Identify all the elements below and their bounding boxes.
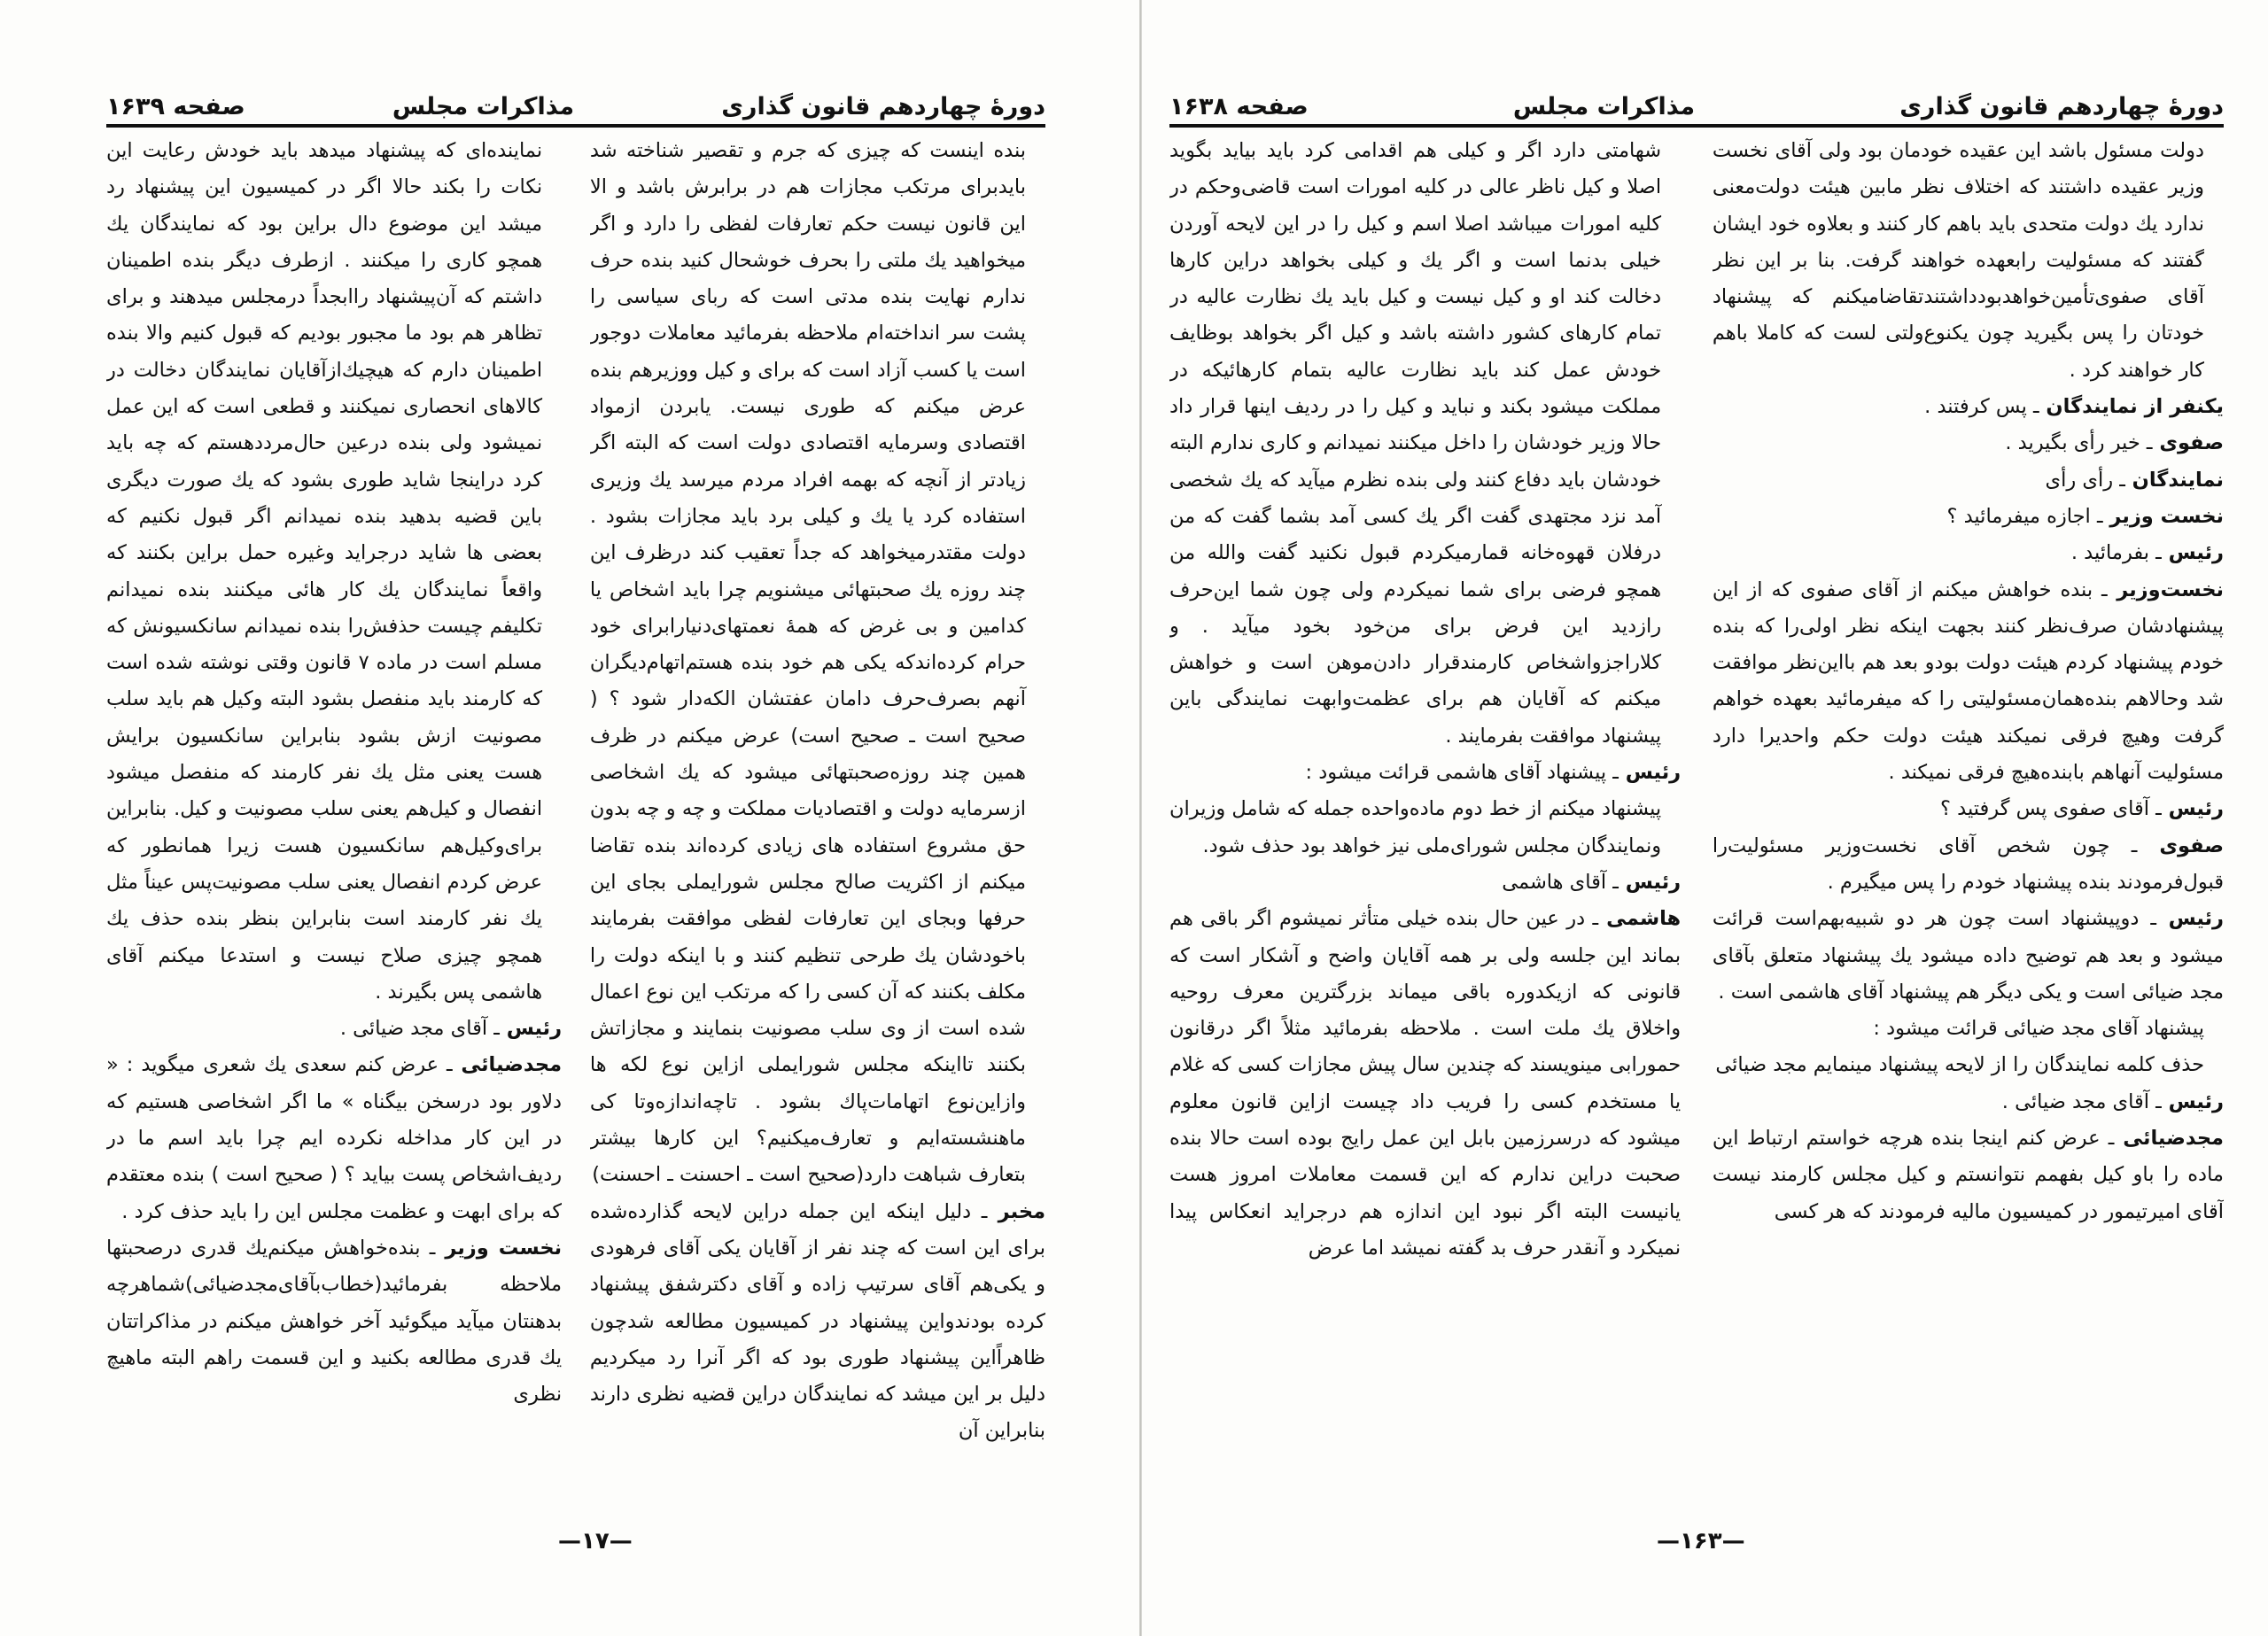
speech-text: ـ پیشنهاد آقای هاشمی قرائت میشود : bbox=[1305, 761, 1619, 785]
right-page-left-column bbox=[1169, 133, 1681, 1524]
right-header-section: مذاکرات مجلس bbox=[1512, 93, 1696, 120]
transcript-paragraph bbox=[1713, 499, 2224, 535]
transcript-paragraph bbox=[590, 133, 1045, 1194]
transcript-paragraph bbox=[106, 1230, 562, 1413]
transcript-paragraph bbox=[1713, 572, 2224, 792]
transcript-paragraph bbox=[1713, 425, 2224, 461]
transcript-paragraph bbox=[1713, 133, 2224, 389]
speech-text: ـ دوپیشنهاد است چون هر دو شبیه‌بهم‌است قرائت میشود و بعد هم توضیح داده میشود یك پیشنهاد متعلق بآقای مجد ضیائی است و یکی دیگر هم پیشنهاد آقای هاشمی است . bbox=[1712, 907, 2224, 1004]
speaker-name: نخست وزیر bbox=[2102, 504, 2224, 528]
right-header-page-label: صفحه ۱۶۳۸ bbox=[1169, 93, 1309, 120]
right-page-columns bbox=[1169, 133, 2224, 1524]
right-page-folio: —۱۶۳— bbox=[1657, 1528, 1745, 1555]
transcript-paragraph bbox=[1169, 791, 1681, 865]
left-page-left-column bbox=[106, 133, 562, 1524]
transcript-paragraph bbox=[1713, 1120, 2224, 1230]
speech-text: پیشنهاد آقای مجد ضیائی قرائت میشود : bbox=[1873, 1017, 2204, 1041]
transcript-paragraph bbox=[1713, 901, 2224, 1011]
speech-text: ـ پس کرفتند . bbox=[1924, 395, 2039, 419]
left-header-page-label: صفحه ۱۶۳۹ bbox=[106, 93, 245, 120]
transcript-paragraph bbox=[1713, 828, 2224, 902]
transcript-paragraph bbox=[1713, 389, 2224, 425]
transcript-paragraph bbox=[590, 1194, 1045, 1450]
speaker-name: یکنفر از نمایندگان bbox=[2039, 395, 2224, 419]
transcript-paragraph bbox=[1713, 1047, 2224, 1083]
transcript-paragraph bbox=[106, 133, 562, 1011]
transcript-paragraph bbox=[1713, 535, 2224, 571]
speech-text: ـ آقای مجد ضیائی . bbox=[339, 1017, 500, 1041]
speaker-name: رئیس bbox=[2155, 907, 2224, 931]
right-page-header bbox=[1169, 80, 2224, 128]
speaker-name: صفوی bbox=[2137, 834, 2224, 857]
transcript-paragraph bbox=[1713, 1084, 2224, 1120]
speech-text: ـ عرض کنم سعدی یك شعری میگوید : « دلاور بود درسخن بیگناه » ما اگر اشخاصی هستیم که در این کار مداخله نکرده ایم چرا باید اسم ما در ردیف‌اشخاص پست بیاید ؟ ( صحیح است ) بنده معتقدم که برای ابهت و عظمت مجلس این را باید حذف کرد . bbox=[106, 1053, 563, 1223]
speech-text: بنده اینست که چیزی که جرم و تقصیر شناخته شد بایدبرای مرتکب مجازات هم در برابرش باشد و الا این قانون نیست حکم تعارفات لفظی را دارد و اگر میخواهید یك ملتی را بحرف خوشحال کنید بنده حرف ندارم نهایت بنده مدتی است که ربای سیاسی را پشت سر انداخته‌ام ملاحظه بفرمائید معاملات دوجور است یا کسب آزاد است که برای و کیل ووزیرهم بنده عرض میکنم که طوری نیست. یابردن ازمواد اقتصادی وسرمایه اقتصادی دولت است که البته اگر زیادتر از آنچه که بهمه افراد مردم میرسد یك وزیری استفاده کرد یا یك و کیلی برد باید مجازات بشود . دولت مقتدرمیخواهد که جداً تعقیب کند درظرف این چند روزه یك صحبتهائی میشنویم چرا باید اشخاص یا کدامین و بی غرض که همهٔ نعمتهای‌دنیارابرای خود حرام کرده‌اندکه یکی هم خود بنده هستم‌اتهام‌دیگران آنهم بصرف‌حرف دامان عفتشان الکه‌دار شود ؟ ( صحیح است ـ صحیح است) عرض میکنم در ظرف همین چند روزه‌صحبتهائی میشود که یك اشخاصی ازسرمایه دولت و اقتصادیات مملکت و چه و چه بدون حق مشروع استفاده های زیادی کرده‌اند بنده تقاضا میکنم از اکثریت صالح مجلس شورایملی بجای این حرفها وبجای این تعارفات لفظی موافقت بفرمایند باخودشان یك طرحی تنظیم کنند و با اینکه دولت را مکلف بکنند که آن کسی را که مرتکب این نوع اعمال شده است از وی سلب مصونیت بنمایند و مجازاتش بکنند تااینکه مجلس شورایملی ازاین نوع لکه ها وازاین‌نوع اتهامات‌پاك بشود . تاچه‌اندازه‌وتا کی ماهنشسته‌ایم و تعارف‌میکنیم؟ این کارها بیشتر بتعارف شباهت دارد(صحیح است ـ احسنت ـ احسنت) bbox=[589, 139, 1026, 1187]
speech-text: ـ بفرمائید . bbox=[2070, 541, 2162, 565]
speaker-name: رئیس bbox=[2161, 1089, 2224, 1113]
speech-text: ـ در عین حال بنده خیلی متأثر نمیشوم اگر باقی هم بماند این جلسه ولی بر همه آقایان واضح و آشکار است که قانونی که ازیکدوره باقی میماند بزرگترین معرف روحیه واخلاق یك ملت است . ملاحظه بفرمائید مثلاً اگر درقانون حمورابی مینویسند که چندین سال پیش مجازات کسی که غلام یا مستخدم کسی را فریب داد چیست ازاین قانون معلوم میشود که درسرزمین بابل این عمل رایج بوده است حالا بنده صحبت دراین ندارم که این قسمت معاملات امروز هست یانیست البته اگر نبود این اندازه هم درجراید انعکاس پیدا نمیکرد و آنقدر حرف بد گفته نمیشد اما عرض bbox=[1169, 907, 1682, 1260]
speech-text: ـ چون شخص آقای نخست‌وزیر مسئولیت‌را قبول‌فرمودند بنده پیشنهاد خودم را پس میگیرم . bbox=[1712, 834, 2224, 894]
speaker-name: صفوی bbox=[2152, 431, 2224, 455]
speech-text: حذف کلمه نمایندگان را از لایحه پیشنهاد مینمایم مجد ضیائی bbox=[1715, 1053, 2204, 1077]
right-header-series: دورهٔ چهاردهم قانون گذاری bbox=[1899, 93, 2224, 120]
speech-text: ـ رأی رأی bbox=[2045, 468, 2125, 492]
speech-text: ـ بنده خواهش میکنم از آقای صفوی که از این پیشنهادشان صرف‌نظر کنند بجهت اینکه نظر اولی‌را که بنده خودم پیشنهاد کردم هیئت دولت بودو بعد هم بااین‌نظر موافقت شد وحالا‌هم بنده‌همان‌مسئولیتی را که میفرمائید بعهده خواهم گرفت وهیچ فرقی نمیکند هیئت دولت حکم واحدیرا دارد مسئولیت آنهاهم بابنده‌هیچ فرقی نمیکند . bbox=[1712, 578, 2224, 785]
speaker-name: نخست وزیر bbox=[435, 1236, 563, 1260]
speaker-name: هاشمی bbox=[1598, 907, 1682, 931]
transcript-paragraph bbox=[1169, 133, 1681, 755]
speech-text: دولت مسئول باشد این عقیده خودمان بود ولی آقای نخست وزیر عقیده داشتند که اختلاف نظر مابین هیئت دولت‌معنی ندارد یك دولت متحدی باید باهم کار کنند و بعلاوه خود ایشان گفتند که مسئولیت رابعهده خواهند گرفت. بنا بر این نظر آقای صفوی‌تأمین‌خواهدبود‌داشتند‌تقاضامیکنم که پیشنهاد خودتان را پس بگیرید چون یکنوع‌ولتی لست که کاملا باهم کار خواهند کرد . bbox=[1712, 139, 2204, 382]
transcript-paragraph bbox=[1713, 462, 2224, 499]
transcript-paragraph bbox=[1169, 901, 1681, 1267]
speech-text: ـ آقای هاشمی bbox=[1502, 870, 1619, 894]
speaker-name: رئیس bbox=[2161, 797, 2224, 821]
speech-text: ـ عرض کنم اینجا بنده هرچه خواستم ارتباط این ماده را باو کیل بفهمم نتوانستم و کیل مجلس کارمند نیست آقای امیرتیمور در کمیسیون مالیه فرمودند که هر کسی bbox=[1712, 1127, 2224, 1223]
transcript-paragraph bbox=[1169, 755, 1681, 791]
speech-text: ـ دلیل اینکه این جمله دراین لایحه گذارده‌شده برای این است که چند نفر از آقایان یکی آقای فرهودی و یکی‌هم آقای سرتیپ زاده و آقای دکترشفق پیشنهاد کرده بودندواین پیشنهاد در کمیسیون مطالعه شدچون ظاهراً‌این پیشنهاد طوری بود که اگر آنرا رد میکردیم دلیل بر این میشد که نمایندگان دراین قضیه نظری دارند بنابراین آن bbox=[589, 1199, 1045, 1443]
transcript-paragraph bbox=[106, 1047, 562, 1229]
transcript-paragraph bbox=[1713, 1011, 2224, 1047]
speaker-name: نخست‌وزیر bbox=[2107, 578, 2224, 601]
speech-text: ـ آقای مجد ضیائی . bbox=[2001, 1089, 2162, 1113]
left-header-series: دورهٔ چهاردهم قانون گذاری bbox=[721, 93, 1045, 120]
transcript-paragraph bbox=[1713, 791, 2224, 827]
left-page-folio: —۱۷— bbox=[558, 1528, 633, 1555]
speech-text: ـ آقای صفوی پس گرفتید ؟ bbox=[1940, 797, 2162, 821]
speaker-name: مخبر bbox=[987, 1199, 1045, 1223]
left-header-section: مذاکرات مجلس bbox=[392, 93, 575, 120]
speech-text: شهامتی دارد اگر و کیلی هم اقدامی کرد باید بیاید بگوید اصلا و کیل ناظر عالی در کلیه امورات است قاضی‌وحکم در کلیه امورات میباشد اصلا اسم و کیل را در این لایحه آوردن خیلی بدنما است و اگر یك و کیلی بخواهد دراین کارها دخالت کند او و کیل نیست و کیل باید یك نظارت عالیه در تمام کارهای کشور داشته باشد و کیل اگر بخواهد بوظایف خودش عمل کند باید نظارت عالیه بتمام کارهائیکه در مملکت میشود بکند و نباید و کیل را در ردیف اینها قرار داد حالا وزیر خودشان را داخل میکنند نمیدانم و کاری ندارم البته خودشان باید دفاع کنند ولی بنده نظرم میآید که یك شخصی آمد نزد مجتهدی گفت اگر یك کسی آمد بشما گفت که من درفلان قهوه‌خانه قمارمیکردم قبول نکنید گفت والله من همچو فرضی برای شما نمیکردم ولی چون شما این‌حرف رازدید این فرض برای من‌خود بخود میآید . و کلا‌راجزو‌اشخاص کارمند‌قرار دادن‌موهن است و خواهش میکنم که آقایان هم برای عظمت‌وابهت نمایندگی باین پیشنهاد موافقت بفرمایند . bbox=[1169, 139, 1662, 748]
speech-text: پیشنهاد میکنم از خط دوم ماده‌واحده جمله که شامل وزیران ونمایندگان مجلس شورای‌ملی نیز خواهد بود حذف شود. bbox=[1169, 797, 1662, 857]
speaker-name: مجدضیائی bbox=[2114, 1127, 2224, 1151]
speech-text: ـ بنده‌خواهش میکنم‌یك قدری درصحبتها ملاحظه بفرمائید(خطاب‌بآقای‌مجدضیائی)شماهرچه بدهنتان میآید میگوئید آخر خواهش میکنم در مذاکراتتان یك قدری مطالعه بکنید و این قسمت راهم البته ماهیچ نظری bbox=[106, 1236, 563, 1407]
speech-text: ـ اجازه میفرمائید ؟ bbox=[1946, 504, 2103, 528]
right-page bbox=[1143, 0, 2268, 1636]
speaker-name: مجدضیائی bbox=[452, 1053, 563, 1077]
left-page-columns bbox=[106, 133, 1045, 1524]
transcript-paragraph bbox=[106, 1011, 562, 1047]
speaker-name: رئیس bbox=[1618, 870, 1682, 894]
speaker-name: رئیس bbox=[1618, 761, 1682, 785]
speaker-name: رئیس bbox=[499, 1017, 563, 1041]
left-page-header bbox=[106, 80, 1045, 128]
left-page-right-column bbox=[590, 133, 1045, 1524]
transcript-paragraph bbox=[1169, 865, 1681, 901]
speech-text: نماینده‌ای که پیشنهاد میدهد باید خودش رعایت این نکات را بکند حالا اگر در کمیسیون این پیشنهاد رد میشد این موضوع دال براین بود که نمایندگان یك همچو کاری را میکنند . ازطرف دیگر بنده اطمینان داشتم که آن‌پیشنهاد راابجداً درمجلس میدهند و برای تظاهر هم بود ما مجبور بودیم که قبول کنیم والا بنده اطمینان دارم که هیچیك‌ازآقایان نمایندگان دخالت در کالاهای انحصاری نمیکنند و قطعی است که این عمل نمیشود ولی بنده درعین حال‌مردد‌هستم که چه باید کرد دراینجا شاید طوری بشود که یك صورت دیگری باین قضیه بدهید بنده نمیدانم اگر قبول نکنیم که بعضی ها شاید درجراید وغیره حمل براین بکنند که واقعاً نمایندگان یك کار هائی میکنند بنده نمیدانم تکلیفم چیست حذفش‌را بنده نمیدانم سانکسیونش که مسلم است در ماده ۷ قانون وقتی نوشته شده است که کارمند باید منفصل بشود البته وکیل هم باید سلب مصونیت ازش بشود بنابراین سانکسیون برایش هست یعنی مثل یك نفر کارمند که منفصل میشود انفصال و کیل‌هم یعنی سلب مصونیت و کیل. بنابراین برای‌وکیل‌هم سانکسیون هست زیرا همانطور که عرض کردم انفصال یعنی سلب مصونیت‌پس عیناً مثل یك نفر کارمند است بنابراین بنظر بنده حذف یك همچو چیزی صلاح نیست و استدعا میکنم آقای هاشمی پس بگیرند . bbox=[106, 139, 543, 1004]
right-page-right-column bbox=[1713, 133, 2224, 1524]
speech-text: ـ خیر رأی بگیرید . bbox=[2005, 431, 2153, 455]
speaker-name: رئیس bbox=[2161, 541, 2224, 565]
speaker-name: نمایندگان bbox=[2124, 468, 2224, 492]
